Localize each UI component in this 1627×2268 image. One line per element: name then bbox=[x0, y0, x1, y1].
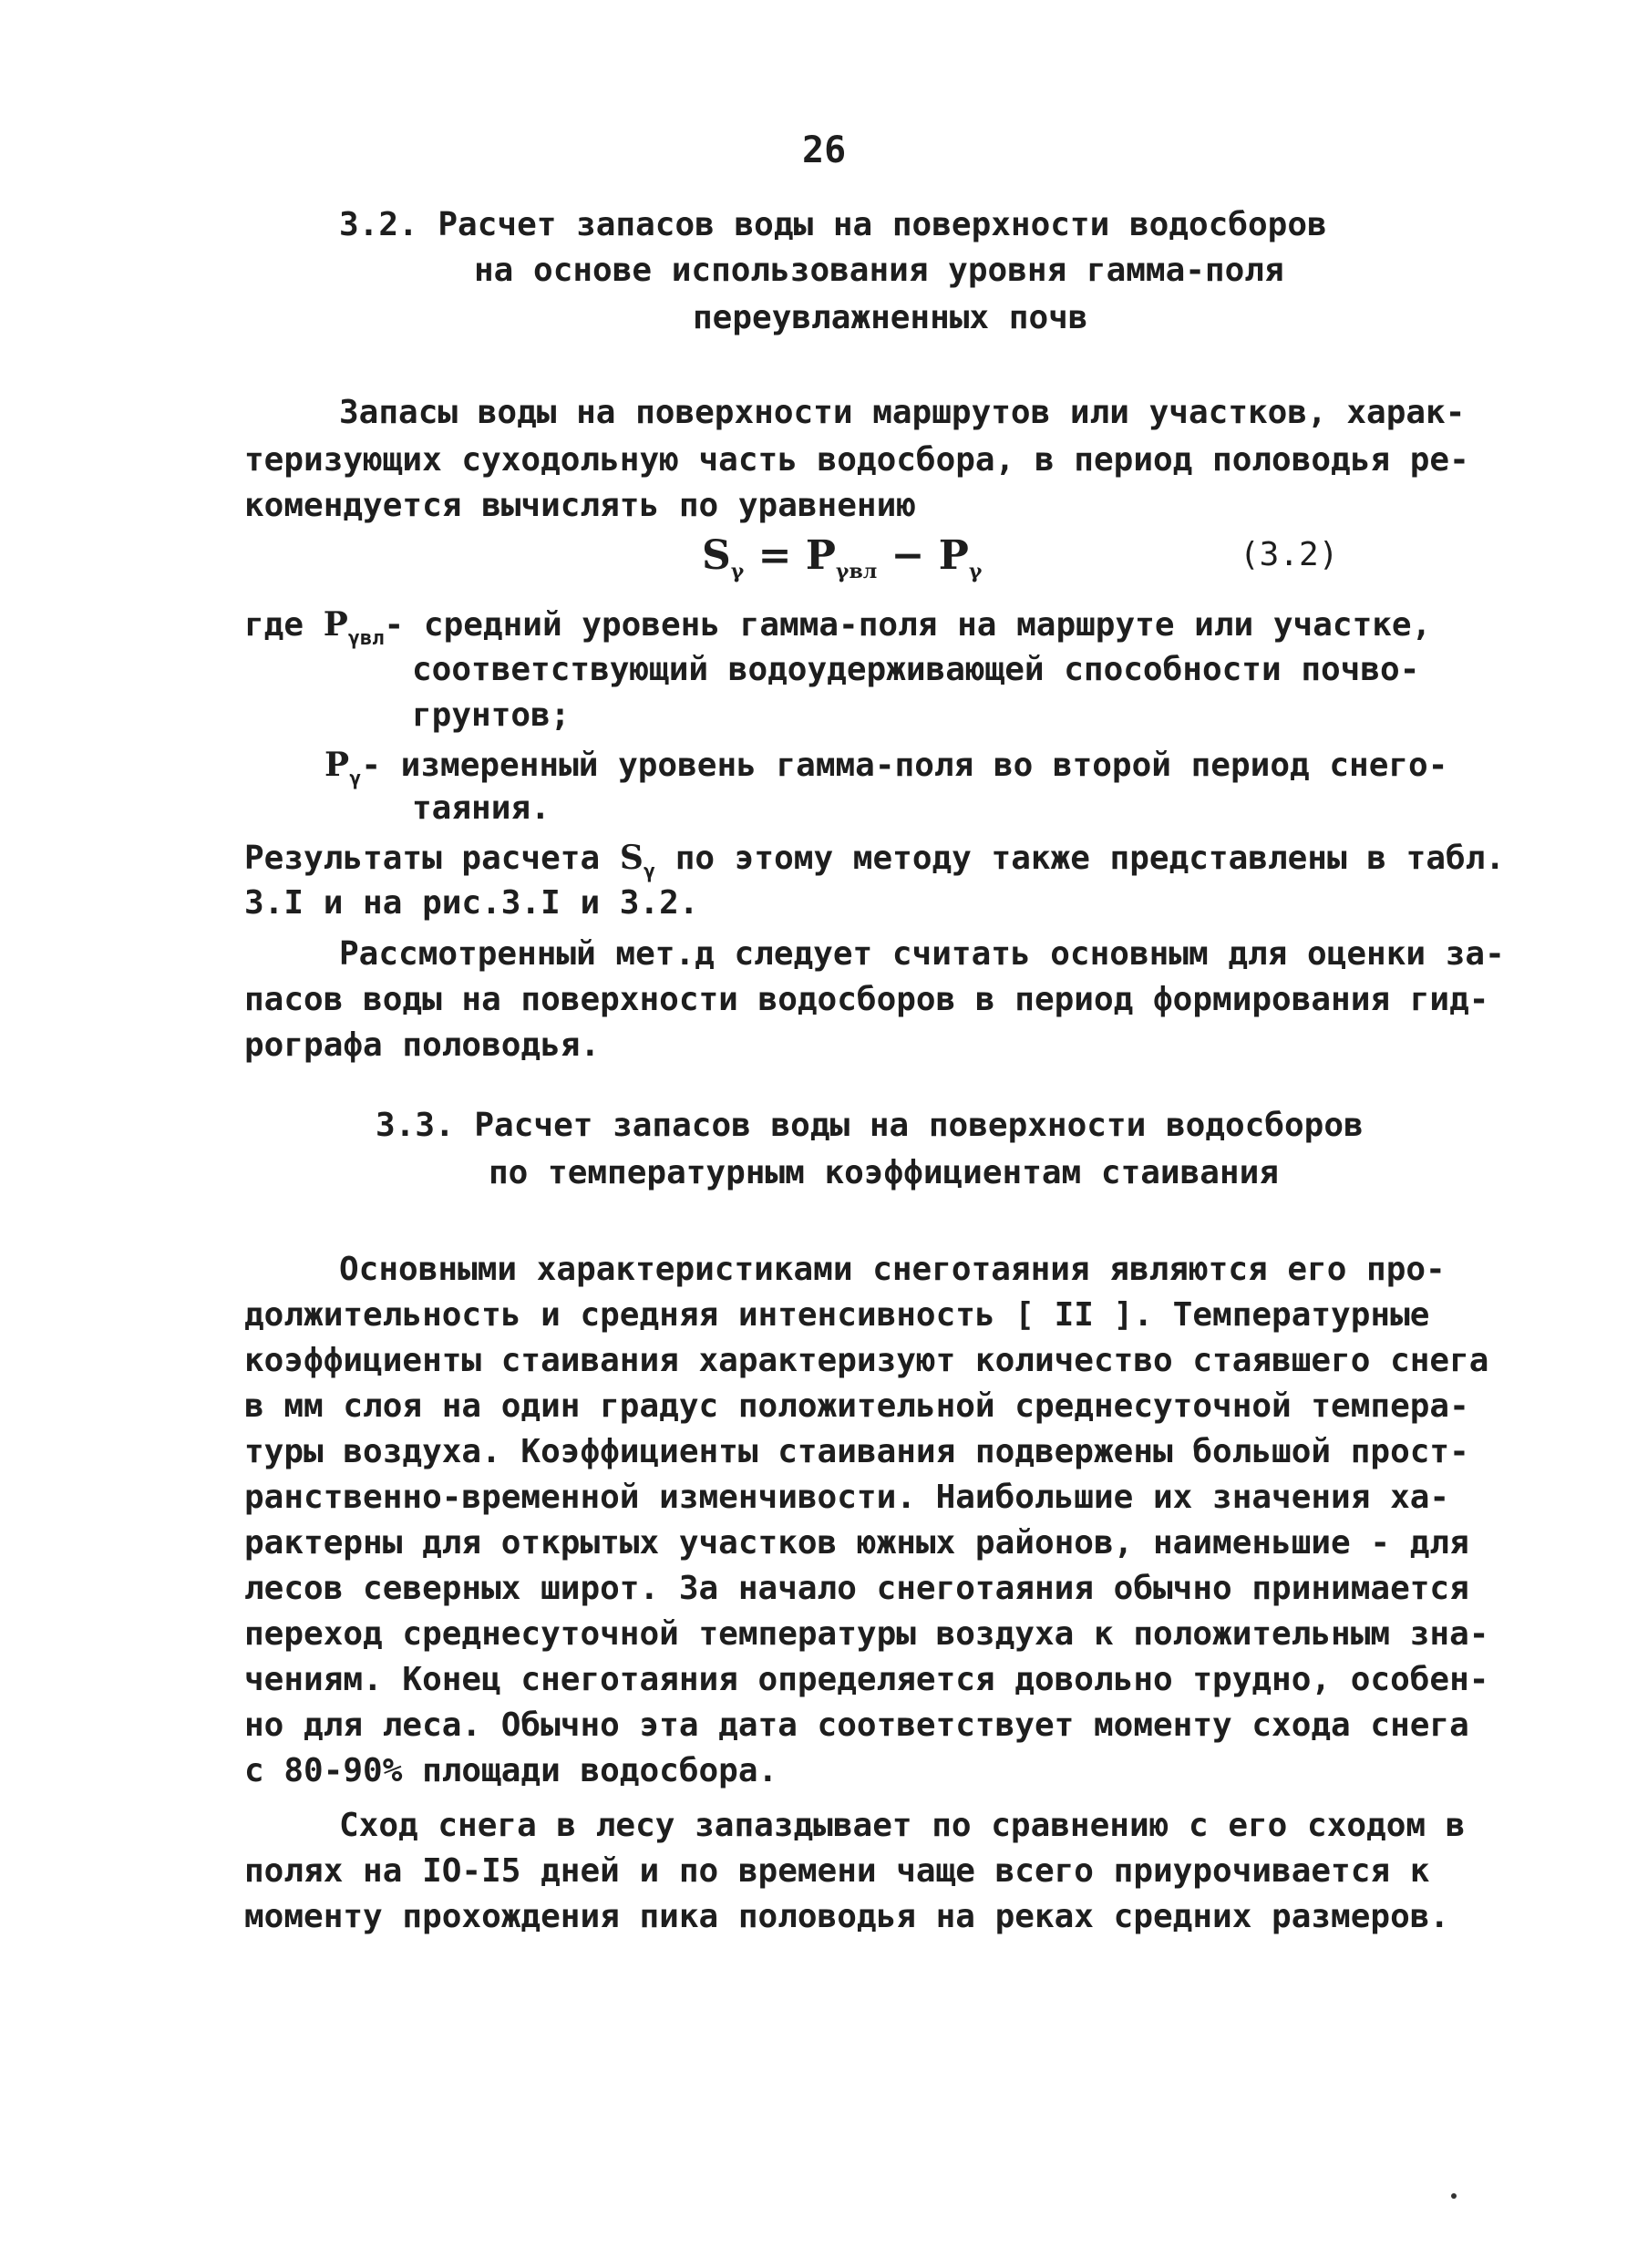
formula-term2: P bbox=[938, 532, 969, 579]
results-line-1 bbox=[244, 835, 1505, 881]
para1-line-12: с 80-90% площади водосбора. bbox=[244, 1752, 778, 1789]
formula-number: (3.2) bbox=[1240, 536, 1339, 573]
conclusion-line-2: пасов воды на поверхности водосборов в период формирования гид- bbox=[244, 981, 1489, 1018]
section-3-2-heading-line-3: переувлажненных почв bbox=[693, 299, 1088, 336]
where-1-symbol-sub: γвл bbox=[347, 627, 385, 650]
formula-lhs: S bbox=[702, 532, 731, 579]
scan-speck bbox=[1451, 2193, 1457, 2199]
where-2-line-2: таяния. bbox=[412, 789, 551, 827]
where-2-text-1: - измеренный уровень гамма-поля во второй период снего- bbox=[361, 747, 1448, 784]
para2-line-3: моменту прохождения пика половодья на реках средних размеров. bbox=[244, 1898, 1450, 1935]
results-line-2: 3.I и на рис.3.I и 3.2. bbox=[244, 884, 699, 922]
where-2-symbol-sub: γ bbox=[349, 768, 362, 790]
intro-line-1: Запасы воды на поверхности маршрутов или участков, харак- bbox=[339, 394, 1466, 431]
formula-eq: = bbox=[744, 532, 806, 579]
para1-line-11: но для леса. Обычно эта дата соответствует моменту схода снега bbox=[244, 1706, 1469, 1744]
where-1-line-3: грунтов; bbox=[412, 696, 571, 734]
formula-term1-sub: γвл bbox=[835, 560, 878, 583]
results-text-b: по этому методу также представлены в табл. bbox=[655, 840, 1506, 877]
formula-minus: − bbox=[877, 532, 939, 579]
conclusion-line-1: Рассмотренный мет.д следует считать основным для оценки за- bbox=[339, 935, 1505, 973]
results-symbol-sub: γ bbox=[643, 861, 656, 883]
formula-term2-sub: γ bbox=[968, 560, 983, 583]
formula-term1: P bbox=[805, 532, 836, 579]
where-2-symbol: P bbox=[324, 746, 350, 784]
para2-line-2: полях на IO-I5 дней и по времени чаще всего приурочивается к bbox=[244, 1852, 1430, 1890]
section-3-2-heading-line-2: на основе использования уровня гамма-поля bbox=[474, 252, 1284, 289]
formula-3-2 bbox=[702, 529, 982, 583]
where-1-line-1 bbox=[244, 602, 1431, 648]
para1-line-3: коэффициенты стаивания характеризуют количество стаявшего снега bbox=[244, 1342, 1489, 1379]
section-3-3-heading-line-1: 3.3. Расчет запасов воды на поверхности водосборов bbox=[376, 1107, 1364, 1144]
where-2-line-1 bbox=[324, 742, 1447, 789]
results-symbol: S bbox=[619, 839, 644, 877]
where-1-text-1: - средний уровень гамма-поля на маршруте или участке, bbox=[384, 606, 1432, 644]
where-1-line-2: соответствующий водоудерживающей способности почво- bbox=[412, 651, 1420, 688]
para2-line-1: Сход снега в лесу запаздывает по сравнению с его сходом в bbox=[339, 1807, 1466, 1844]
para1-line-10: чениям. Конец снеготаяния определяется довольно трудно, особен- bbox=[244, 1661, 1489, 1698]
formula-lhs-sub: γ bbox=[730, 560, 745, 583]
section-3-3-heading-line-2: по температурным коэффициентам стаивания bbox=[489, 1154, 1279, 1191]
where-prefix: где bbox=[244, 606, 304, 644]
para1-line-7: рактерны для открытых участков южных районов, наименьшие - для bbox=[244, 1524, 1469, 1562]
intro-line-2: теризующих суходольную часть водосбора, в период половодья ре- bbox=[244, 441, 1469, 479]
intro-line-3: комендуется вычислять по уравнению bbox=[244, 487, 916, 524]
para1-line-9: переход среднесуточной температуры воздуха к положительным зна- bbox=[244, 1615, 1489, 1653]
para1-line-2: должительность и средняя интенсивность [ II ]. Температурные bbox=[244, 1296, 1430, 1334]
para1-line-4: в мм слоя на один градус положительной среднесуточной темпера- bbox=[244, 1387, 1469, 1425]
page-number: 26 bbox=[802, 129, 847, 171]
conclusion-line-3: рографа половодья. bbox=[244, 1026, 601, 1064]
results-text-a: Результаты расчета bbox=[244, 840, 620, 877]
where-1-symbol: P bbox=[323, 605, 348, 644]
para1-line-1: Основными характеристиками снеготаяния являются его про- bbox=[339, 1251, 1446, 1288]
para1-line-8: лесов северных широт. За начало снеготаяния обычно принимается bbox=[244, 1570, 1469, 1607]
para1-line-6: ранственно-временной изменчивости. Наибольшие их значения ха- bbox=[244, 1479, 1450, 1516]
para1-line-5: туры воздуха. Коэффициенты стаивания подвержены большой прост- bbox=[244, 1433, 1469, 1470]
section-3-2-heading-line-1: 3.2. Расчет запасов воды на поверхности водосборов bbox=[339, 206, 1327, 243]
